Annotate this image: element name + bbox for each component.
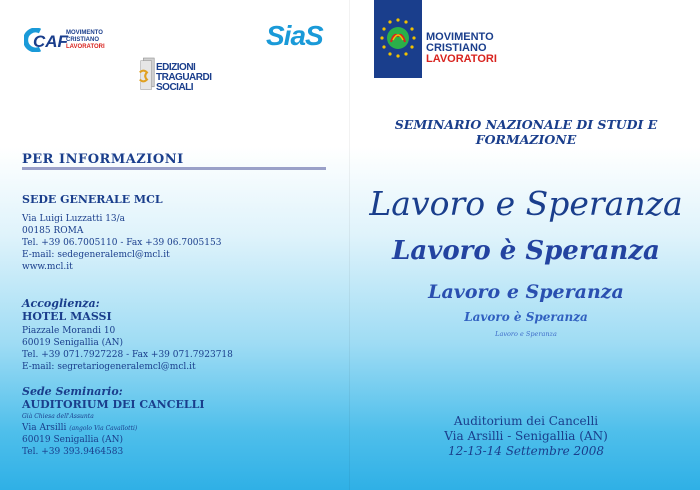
auditorium-phone: Tel. +39 393.9464583 bbox=[22, 447, 124, 457]
edizioni-logo bbox=[138, 55, 218, 105]
sede-title: SEDE GENERALE MCL bbox=[22, 193, 163, 206]
edizioni-text bbox=[156, 63, 212, 93]
sede-website[interactable]: www.mcl.it bbox=[22, 262, 73, 272]
book-icon bbox=[138, 55, 156, 97]
mcl-line-1: MOVIMENTO bbox=[426, 31, 494, 43]
seminario-label: Sede Seminario: bbox=[22, 385, 123, 398]
info-heading-rule bbox=[22, 167, 326, 170]
auditorium-note: Già Chiesa dell'Assunta bbox=[22, 413, 94, 420]
title-line-1: Lavoro e Speranza bbox=[369, 184, 683, 223]
venue-block bbox=[352, 414, 700, 459]
seminar-heading: SEMINARIO NAZIONALE DI STUDI E FORMAZIONE bbox=[394, 117, 658, 147]
hotel-title: HOTEL MASSI bbox=[22, 310, 112, 323]
title-line-3: Lavoro e Speranza bbox=[428, 281, 624, 303]
mcl-emblem-icon bbox=[374, 0, 422, 78]
auditorium-via-note: (angolo Via Cavallotti) bbox=[69, 425, 138, 432]
title-line-2: Lavoro è Speranza bbox=[392, 236, 660, 266]
venue-address: Via Arsilli - Senigallia (AN) bbox=[444, 429, 608, 443]
caf-logo-mark bbox=[24, 28, 68, 52]
sede-line: Tel. +39 06.7005110 - Fax +39 06.7005153 bbox=[22, 238, 222, 248]
caf-line-3: LAVORATORI bbox=[66, 44, 105, 50]
mcl-line-3: LAVORATORI bbox=[426, 53, 497, 65]
edizioni-line-1: EDIZIONI bbox=[156, 62, 196, 73]
mcl-logo bbox=[374, 0, 534, 80]
venue-name: Auditorium dei Cancelli bbox=[453, 414, 599, 428]
caf-logo-letters: CAF bbox=[33, 32, 68, 51]
hotel-line: Tel. +39 071.7927228 - Fax +39 071.7923718 bbox=[22, 350, 233, 360]
edizioni-line-3: SOCIALI bbox=[156, 82, 194, 93]
caf-logo-text bbox=[66, 30, 105, 51]
hotel-email[interactable]: E-mail: segretariogeneralemcl@mcl.it bbox=[22, 362, 196, 372]
caf-line-2: CRISTIANO bbox=[66, 37, 99, 43]
accoglienza-label: Accoglienza: bbox=[22, 297, 100, 310]
mcl-line-2: CRISTIANO bbox=[426, 42, 487, 54]
venue-date: 12-13-14 Settembre 2008 bbox=[447, 444, 605, 458]
info-heading: PER INFORMAZIONI bbox=[22, 152, 184, 167]
sias-logo: SiaS bbox=[266, 20, 323, 51]
auditorium-via-line bbox=[22, 423, 137, 433]
sede-email[interactable]: E-mail: sedegeneralemcl@mcl.it bbox=[22, 250, 170, 260]
caf-line-1: MOVIMENTO bbox=[66, 30, 103, 36]
fold-line bbox=[349, 0, 350, 490]
title-line-4: Lavoro è Speranza bbox=[464, 310, 588, 324]
sede-line: Via Luigi Luzzatti 13/a bbox=[22, 214, 126, 224]
auditorium-title: AUDITORIUM DEI CANCELLI bbox=[22, 398, 205, 411]
caf-logo bbox=[24, 26, 134, 56]
sede-line: 00185 ROMA bbox=[22, 226, 84, 236]
auditorium-via: Via Arsilli bbox=[22, 423, 67, 433]
title-line-5: Lavoro e Speranza bbox=[495, 330, 557, 338]
hotel-line: 60019 Senigallia (AN) bbox=[22, 338, 124, 348]
edizioni-line-2: TRAGUARDI bbox=[156, 72, 212, 83]
auditorium-line: 60019 Senigallia (AN) bbox=[22, 435, 124, 445]
mcl-logo-text bbox=[426, 32, 497, 65]
hotel-line: Piazzale Morandi 10 bbox=[22, 326, 116, 336]
